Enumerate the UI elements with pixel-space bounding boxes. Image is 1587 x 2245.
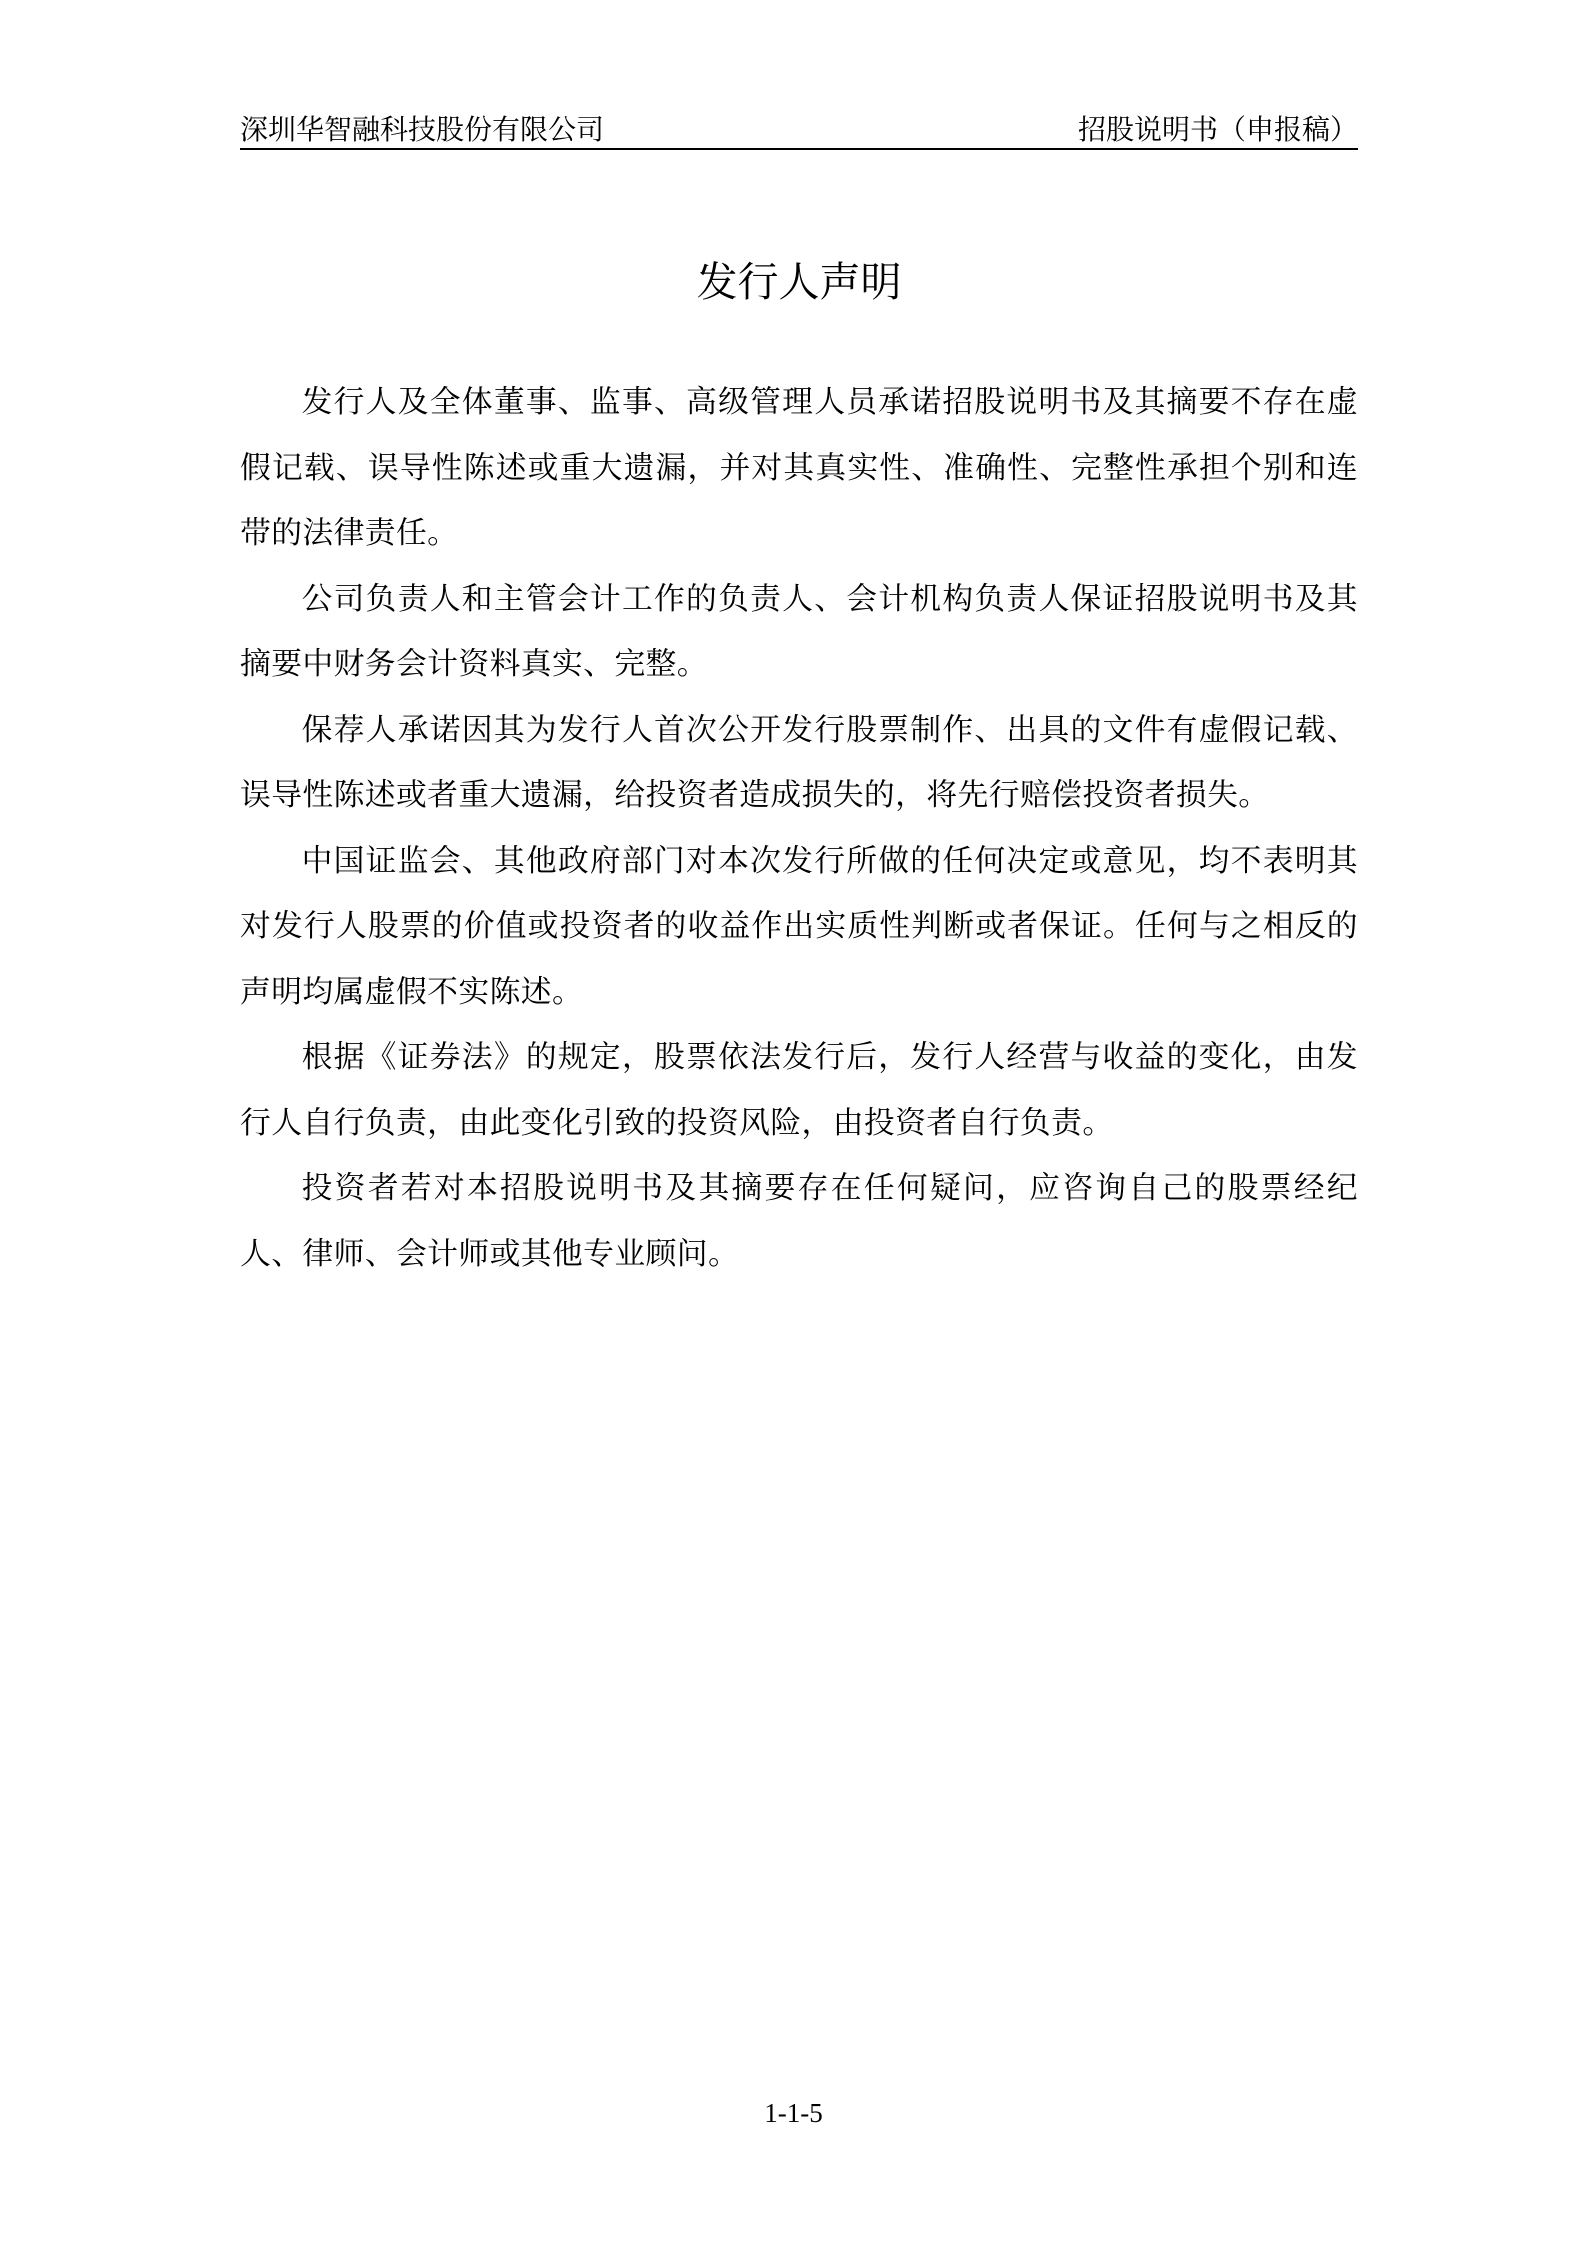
paragraph-financial-guarantee: 公司负责人和主管会计工作的负责人、会计机构负责人保证招股说明书及其摘要中财务会计资料真实、完整。	[240, 580, 1358, 682]
page-number: 1-1-5	[764, 2098, 823, 2128]
page-header	[240, 112, 1358, 150]
declaration-body	[240, 370, 1358, 1287]
paragraph-securities-law: 根据《证券法》的规定，股票依法发行后，发行人经营与收益的变化，由发行人自行负责，由此变化引致的投资风险，由投资者自行负责。	[240, 1039, 1358, 1141]
header-company-name: 深圳华智融科技股份有限公司	[240, 113, 605, 146]
paragraph-directors-commitment: 发行人及全体董事、监事、高级管理人员承诺招股说明书及其摘要不存在虚假记载、误导性陈述或重大遗漏，并对其真实性、准确性、完整性承担个别和连带的法律责任。	[240, 384, 1358, 551]
page-title: 发行人声明	[696, 258, 902, 306]
paragraph-investor-advice: 投资者若对本招股说明书及其摘要存在任何疑问，应咨询自己的股票经纪人、律师、会计师或其他专业顾问。	[240, 1170, 1358, 1272]
paragraph-sponsor-commitment: 保荐人承诺因其为发行人首次公开发行股票制作、出具的文件有虚假记载、误导性陈述或者重大遗漏，给投资者造成损失的，将先行赔偿投资者损失。	[240, 711, 1358, 813]
header-document-type: 招股说明书（申报稿）	[1077, 113, 1358, 146]
paragraph-csrc-disclaimer: 中国证监会、其他政府部门对本次发行所做的任何决定或意见，均不表明其对发行人股票的价值或投资者的收益作出实质性判断或者保证。任何与之相反的声明均属虚假不实陈述。	[240, 842, 1358, 1010]
